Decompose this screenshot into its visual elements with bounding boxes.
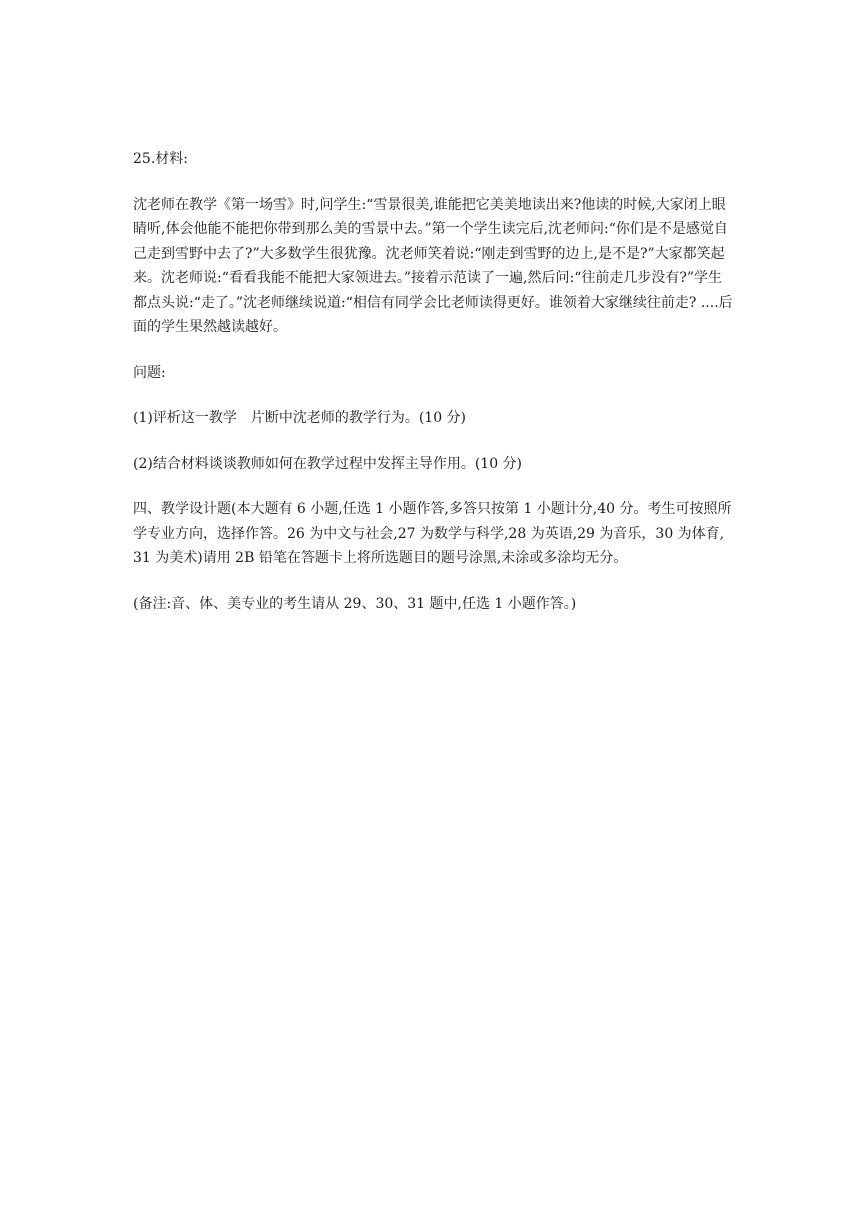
note-paragraph: (备注:音、体、美专业的考生请从 29、30、31 题中,任选 1 小题作答。) — [133, 595, 577, 612]
question-number: 25.材料: — [133, 151, 188, 167]
document-body — [133, 147, 733, 637]
material-paragraph: 沈老师在教学《第一场雪》时,问学生:“雪景很美,谁能把它美美地读出来?他读的时候,大家闭上眼睛听,体会他能不能把你带到那么美的雪景中去。”第一个学生读完后,沈老师问:“你们是不是感觉自己走到雪野中去了?”大多数学生很犹豫。沈老师笑着说:“刚走到雪野的边上,是不是?”大家都笑起来。沈老师说:“看看我能不能把大家领进去。”接着示范读了一遍,然后问:“往前走几步没有?”学生都点头说:“走了。”沈老师继续说道:“相信有同学会比老师读得更好。谁领着大家继续往前走? ....后面的学生果然越读越好。 — [133, 196, 733, 335]
question-2: (2)结合材料谈谈教师如何在教学过程中发挥主导作用。(10 分) — [133, 455, 523, 472]
section-four-instructions: 四、教学设计题(本大题有 6 小题,任选 1 小题作答,多答只按第 1 小题计分,40 分。考生可按照所学专业方向，选择作答。26 为中文与社会,27 为数学与科学,28 为英语,29 为音乐，30 为体育,31 为美术)请用 2B 铅笔在答题卡上将所选题目的题号涂黑,未涂或多涂均无分。 — [133, 501, 732, 566]
question-1: (1)评析这一教学 片断中沈老师的教学行为。(10 分) — [133, 410, 467, 426]
questions-label: 问题: — [133, 364, 166, 381]
